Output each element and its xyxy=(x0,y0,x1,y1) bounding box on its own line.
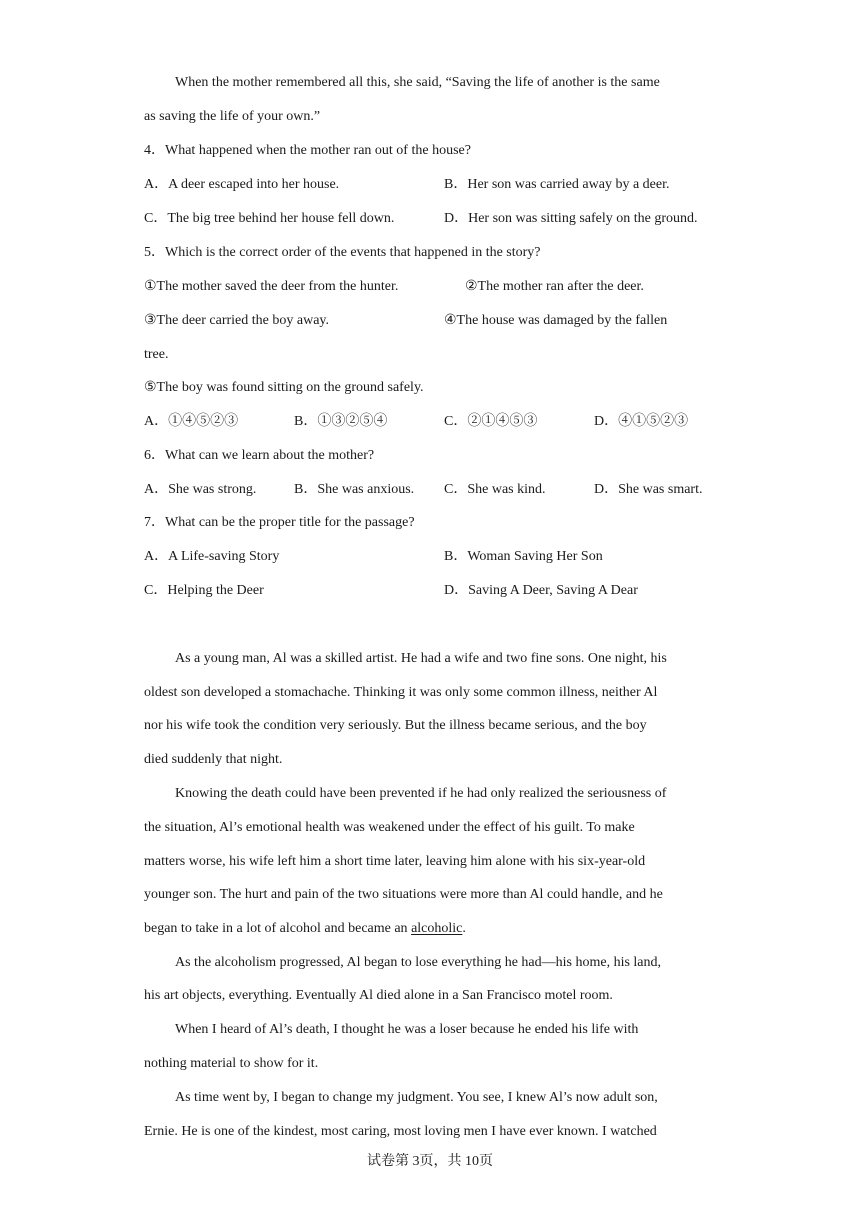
passage-p1-line-1: As a young man, Al was a skilled artist. He had a wife and two fine sons. One night, his xyxy=(175,651,667,666)
q5-event-1: ①The mother saved the deer from the hunter. xyxy=(144,279,399,294)
passage-p1-line-4: died suddenly that night. xyxy=(144,752,283,767)
passage-p3-line-1: As the alcoholism progressed, Al began to lose everything he had—his home, his land, xyxy=(175,955,662,970)
intro-line-2: as saving the life of your own.” xyxy=(144,109,321,124)
q5-option-a: A．①④⑤②③ xyxy=(144,414,239,429)
intro-line-1: When the mother remembered all this, she said, “Saving the life of another is the same xyxy=(175,75,660,90)
q4-option-d: D．Her son was sitting safely on the ground. xyxy=(444,211,698,226)
q6-option-c: C．She was kind. xyxy=(444,482,546,497)
passage-p2-line-2: the situation, Al’s emotional health was weakened under the effect of his guilt. To make xyxy=(144,820,635,835)
q5-event-5: ⑤The boy was found sitting on the ground safely. xyxy=(144,380,424,395)
q7-option-a: A．A Life-saving Story xyxy=(144,549,280,564)
passage-p4-line-2: nothing material to show for it. xyxy=(144,1056,319,1071)
q5-event-3: ③The deer carried the boy away. xyxy=(144,313,329,328)
q5-option-c: C．②①④⑤③ xyxy=(444,414,538,429)
q4-option-b: B．Her son was carried away by a deer. xyxy=(444,177,670,192)
q5-option-b: B．①③②⑤④ xyxy=(294,414,388,429)
passage-p4-line-1: When I heard of Al’s death, I thought he was a loser because he ended his life with xyxy=(175,1022,639,1037)
q6-option-d: D．She was smart. xyxy=(594,482,703,497)
passage-p5-line-1: As time went by, I began to change my judgment. You see, I knew Al’s now adult son, xyxy=(175,1090,658,1105)
q7-option-d: D．Saving A Deer, Saving A Dear xyxy=(444,583,638,598)
passage-p2-line-1: Knowing the death could have been prevented if he had only realized the seriousness of xyxy=(175,786,667,801)
question-4-stem: 4．What happened when the mother ran out of the house? xyxy=(144,143,471,158)
passage-p1-line-2: oldest son developed a stomachache. Thinking it was only some common illness, neither Al xyxy=(144,685,658,700)
passage-p2-line-5-end: . xyxy=(462,921,466,936)
underlined-word-alcoholic: alcoholic xyxy=(411,921,463,936)
passage-p5-line-2: Ernie. He is one of the kindest, most caring, most loving men I have ever known. I watched xyxy=(144,1124,657,1139)
q4-option-c: C．The big tree behind her house fell down. xyxy=(144,211,395,226)
q5-event-2: ②The mother ran after the deer. xyxy=(465,279,644,294)
passage-p2-line-3: matters worse, his wife left him a short time later, leaving him alone with his six-year-old xyxy=(144,854,646,869)
question-5-stem: 5．Which is the correct order of the events that happened in the story? xyxy=(144,245,541,260)
question-7-stem: 7．What can be the proper title for the passage? xyxy=(144,515,415,530)
passage-p3-line-2: his art objects, everything. Eventually Al died alone in a San Francisco motel room. xyxy=(144,988,613,1003)
q5-event-4: ④The house was damaged by the fallen xyxy=(444,313,668,328)
page-footer: 试卷第 3页，共 10页 xyxy=(367,1154,493,1169)
q5-event-4-cont: tree. xyxy=(144,347,169,362)
q4-option-a: A．A deer escaped into her house. xyxy=(144,177,340,192)
q6-option-b: B．She was anxious. xyxy=(294,482,415,497)
q5-option-d: D．④①⑤②③ xyxy=(594,414,689,429)
question-6-stem: 6．What can we learn about the mother? xyxy=(144,448,375,463)
q6-option-a: A．She was strong. xyxy=(144,482,257,497)
passage-p2-line-5 xyxy=(144,919,466,939)
q7-option-c: C．Helping the Deer xyxy=(144,583,264,598)
passage-p2-line-5-text: began to take in a lot of alcohol and became an xyxy=(144,921,412,936)
passage-p2-line-4: younger son. The hurt and pain of the two situations were more than Al could handle, and he xyxy=(144,887,663,902)
passage-p1-line-3: nor his wife took the condition very seriously. But the illness became serious, and the boy xyxy=(144,718,647,733)
q7-option-b: B．Woman Saving Her Son xyxy=(444,549,603,564)
